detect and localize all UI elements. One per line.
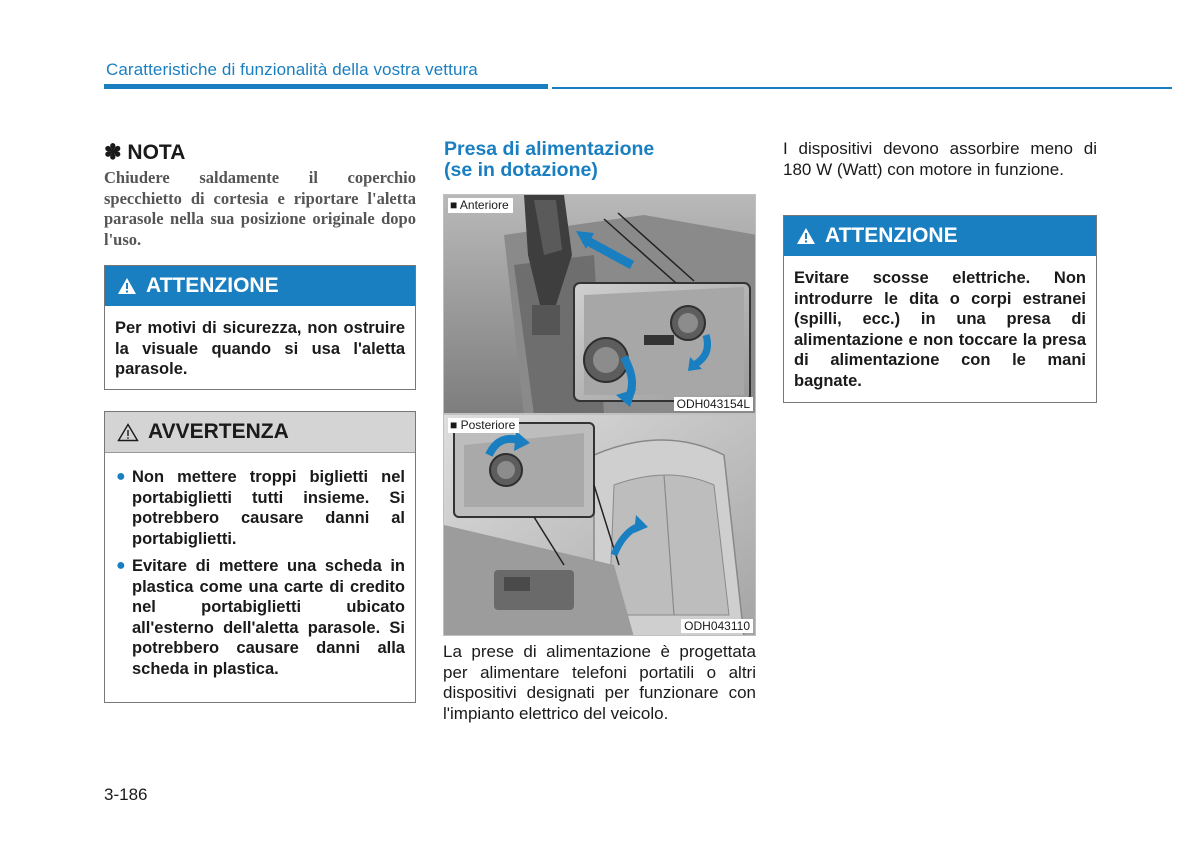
figure-rear-outlet: [443, 414, 756, 636]
rear-seat-illustration: [444, 415, 756, 636]
chapter-title: Caratteristiche di funzionalità della vostra vettura: [106, 60, 478, 79]
warning-outline-triangle-icon: [117, 423, 139, 442]
header-rule-thin: [552, 87, 1172, 89]
nota-body: Chiudere saldamente il coperchio specchietto di cortesia e riportare l'aletta parasole nella sua posizione originale dopo l'uso.: [104, 168, 416, 249]
avvertenza-body: [105, 453, 415, 696]
nota-heading: ✽ NOTA: [104, 141, 186, 164]
attenzione-title: ATTENZIONE: [825, 224, 958, 247]
attenzione-body: Per motivi di sicurezza, non ostruire la visuale quando si usa l'aletta parasole.: [115, 319, 405, 378]
figure-code: ODH043110: [681, 619, 753, 633]
power-limit-paragraph: I dispositivi devono assorbire meno di 180 W (Watt) con motore in funzione.: [783, 139, 1097, 179]
attenzione-body: Evitare scosse elettriche. Non introdurre le dita o corpi estranei (spilli, ecc.) in una presa di alimentazione e non toccare la presa di alimentazione con le mani bagnate.: [794, 269, 1086, 390]
attenzione-box-2: [783, 215, 1097, 403]
list-item: ● Non mettere troppi biglietti nel portabiglietti tutti insieme. Si potrebbero causare danni al portabiglietti.: [116, 468, 405, 548]
list-item: ● Evitare di mettere una scheda in plastica come una carte di credito nel portabiglietti ubicato all'esterno dell'aletta parasole. Si potrebbero causare danni alla scheda in plastica.: [116, 557, 405, 678]
warning-triangle-icon: [117, 277, 137, 295]
figure-label: ■ Posteriore: [448, 418, 519, 433]
section-title: Presa di alimentazione (se in dotazione): [444, 138, 655, 181]
page-number: 3-186: [104, 785, 148, 804]
attenzione-header: [784, 216, 1096, 256]
attenzione-title: ATTENZIONE: [146, 274, 279, 297]
front-console-illustration: [444, 195, 756, 414]
figure-label: ■ Anteriore: [448, 198, 513, 213]
presa-paragraph: La prese di alimentazione è progettata per alimentare telefoni portatili o altri dispositivi designati per funzionare con l'impianto elettrico del veicolo.: [443, 642, 756, 723]
header-rule-thick: [104, 84, 548, 89]
attenzione-box-1: [104, 265, 416, 390]
attenzione-header: [105, 266, 415, 306]
warning-triangle-icon: [796, 227, 816, 245]
figure-code: ODH043154L: [674, 397, 753, 411]
avvertenza-title: AVVERTENZA: [148, 420, 289, 443]
avvertenza-header: [105, 412, 415, 453]
avvertenza-box: [104, 411, 416, 703]
figure-front-outlet: [443, 194, 756, 414]
